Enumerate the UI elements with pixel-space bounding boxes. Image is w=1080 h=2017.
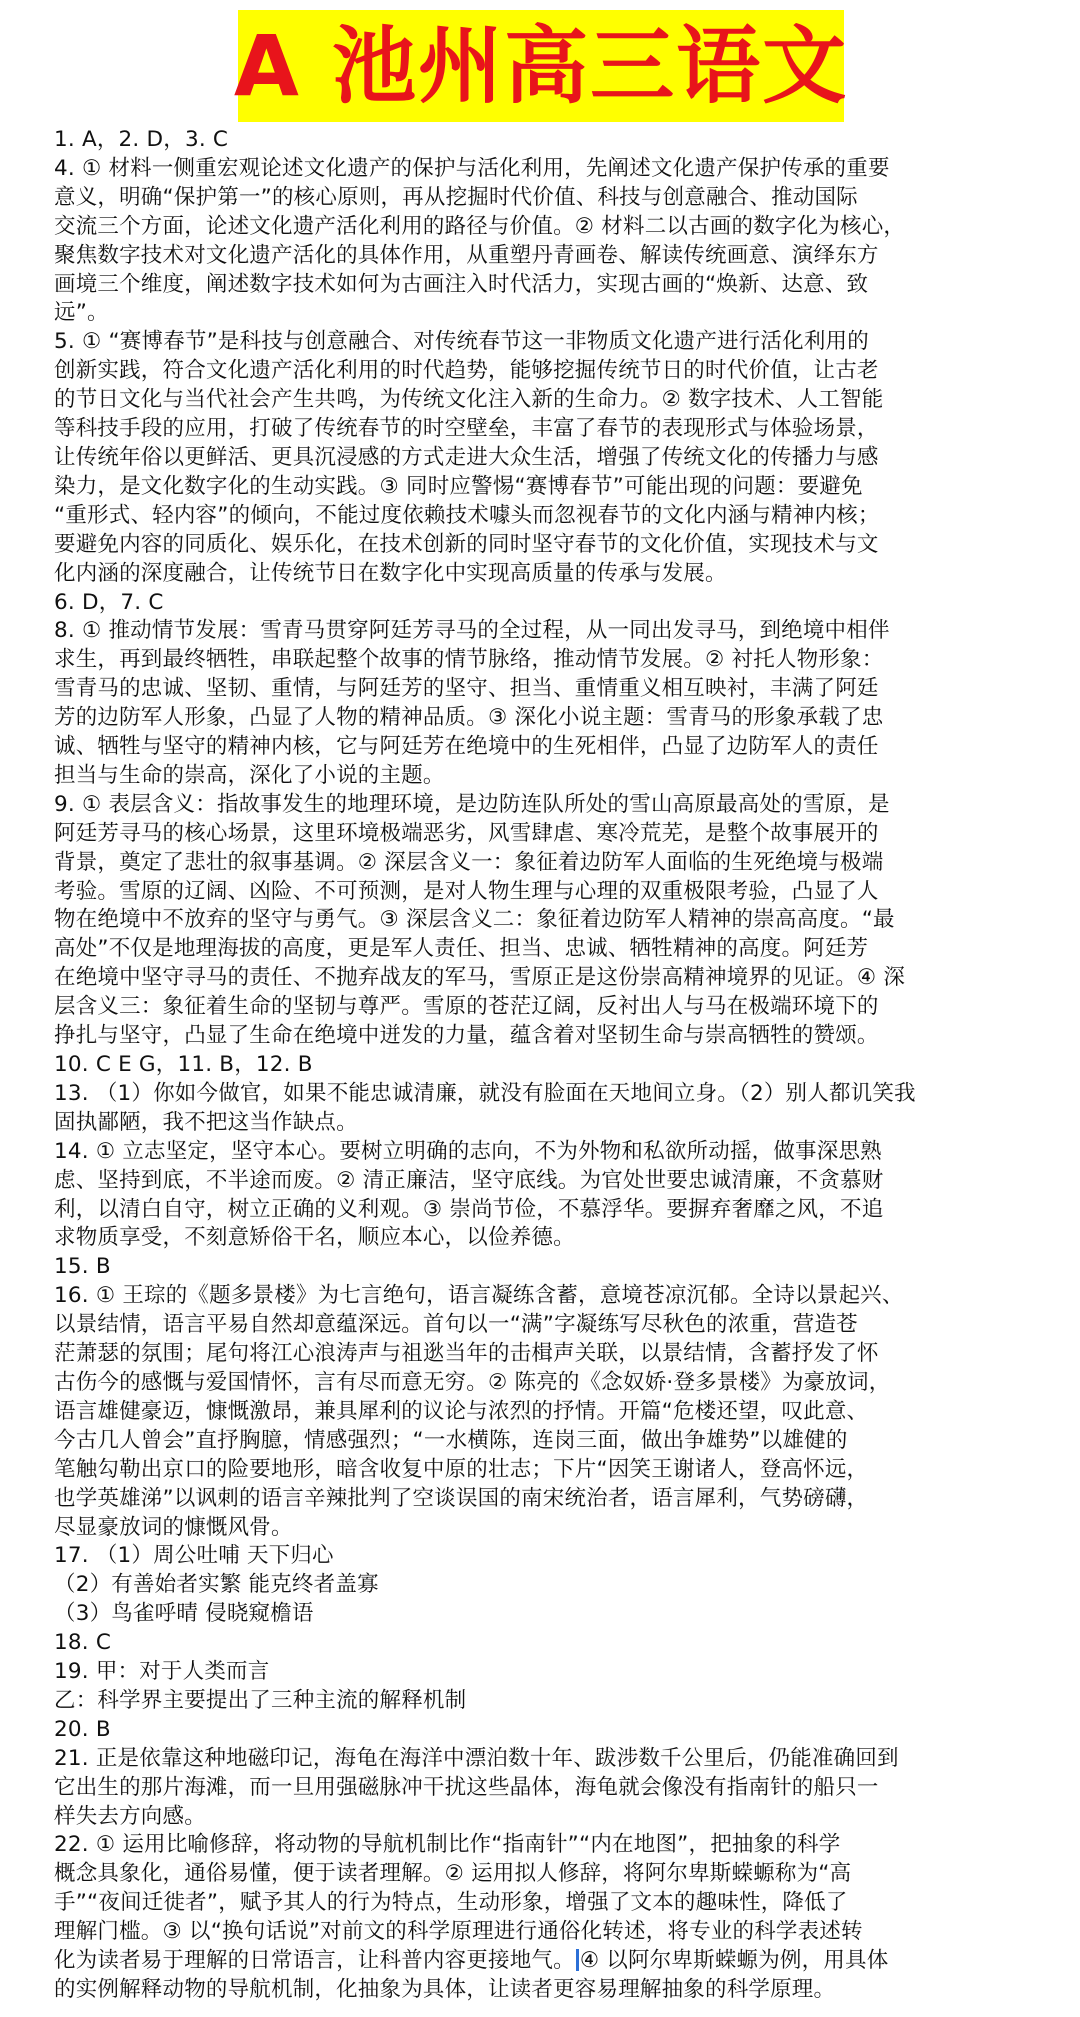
answer-line-16-7: 笔触勾勒出京口的险要地形，暗含收复中原的壮志；下片“因笑王谢诸人，登高怀远， — [54, 1456, 869, 1482]
text-cursor — [576, 1949, 579, 1971]
answer-line-9-4: 考验。雪原的辽阔、凶险、不可预测，是对人物生理与心理的双重极限考验，凸显了人 — [54, 878, 879, 904]
answer-line-21-3: 样失去方向感。 — [54, 1803, 206, 1829]
answer-line-9-8: 层含义三：象征着生命的坚韧与尊严。雪原的苍茫辽阔，反衬出人与马在极端环境下的 — [54, 994, 879, 1020]
answer-line-8-6: 担当与生命的崇高，深化了小说的主题。 — [54, 762, 445, 788]
answer-line-19-2: 乙：科学界主要提出了三种主流的解释机制 — [54, 1687, 467, 1713]
answer-line-16-1: 16. ① 王琮的《题多景楼》为七言绝句，语言凝练含蓄，意境苍凉沉郁。全诗以景起兴、 — [54, 1283, 904, 1309]
answer-line-8-4: 芳的边防军人形象，凸显了人物的精神品质。③ 深化小说主题：雪青马的形象承载了忠 — [54, 705, 884, 731]
answer-line-10-12: 10. C E G，11. B，12. B — [54, 1052, 313, 1077]
answer-line-14-1: 14. ① 立志坚定，坚守本心。要树立明确的志向，不为外物和私欲所动摇，做事深思熟 — [54, 1138, 882, 1164]
answer-line-9-9: 挣扎与坚守，凸显了生命在绝境中迸发的力量，蕴含着对坚韧生命与崇高牺牲的赞颂。 — [54, 1023, 879, 1049]
answer-line-16-4: 古伤今的感慨与爱国情怀，言有尽而意无穷。② 陈亮的《念奴娇·登多景楼》为豪放词， — [54, 1369, 891, 1395]
answer-line-14-4: 求物质享受，不刻意矫俗干名，顺应本心，以俭养德。 — [54, 1225, 575, 1251]
answer-line-5-2: 创新实践，符合文化遗产活化利用的时代趋势，能够挖掘传统节日的时代价值，让古老 — [54, 358, 879, 384]
answer-line-9-3: 背景，奠定了悲壮的叙事基调。② 深层含义一：象征着边防军人面临的生死绝境与极端 — [54, 849, 884, 875]
answer-line-1-3: 1. A，2. D，3. C — [54, 127, 229, 152]
answer-line-20: 20. B — [54, 1716, 111, 1742]
answer-line-8-2: 求生，再到最终牺牲，串联起整个故事的情节脉络，推动情节发展。② 衬托人物形象： — [54, 647, 884, 673]
answer-line-5-7: “重形式、轻内容”的倾向，不能过度依赖技术噱头而忽视春节的文化内涵与精神内核； — [54, 502, 880, 528]
answer-line-8-1: 8. ① 推动情节发展：雪青马贯穿阿廷芳寻马的全过程，从一同出发寻马，到绝境中相伴 — [54, 618, 890, 644]
answer-line-4-2: 意义，明确“保护第一”的核心原则，再从挖掘时代价值、科技与创意融合、推动国际 — [54, 184, 858, 210]
answer-line-4-3: 交流三个方面，论述文化遗产活化利用的路径与价值。② 材料二以古画的数字化为核心， — [54, 213, 906, 239]
answer-line-16-9: 尽显豪放词的慷慨风骨。 — [54, 1514, 293, 1540]
answer-line-4-4: 聚焦数字技术对文化遗产活化的具体作用，从重塑丹青画卷、解读传统画意、演绎东方 — [54, 242, 879, 268]
title-banner — [233, 10, 849, 122]
answer-line-22-6: 的实例解释动物的导航机制，化抽象为具体，让读者更容易理解抽象的科学原理。 — [54, 1977, 836, 2002]
answer-content — [54, 126, 1032, 2011]
answer-line-9-6: 高处”不仅是地理海拔的高度，更是军人责任、担当、忠诚、牺牲精神的高度。阿廷芳 — [54, 936, 869, 962]
answer-line-22-5-cont: ④ 以阿尔卑斯蝾螈为例，用具体 — [579, 1948, 889, 1974]
answer-line-4-5: 画境三个维度，阐述数字技术如何为古画注入时代活力，实现古画的“焕新、达意、致 — [54, 271, 869, 297]
answer-line-5-8: 要避免内容的同质化、娱乐化，在技术创新的同时坚守春节的文化价值，实现技术与文 — [54, 531, 879, 557]
answer-line-22-1: 22. ① 运用比喻修辞，将动物的导航机制比作“指南针”“内在地图”，把抽象的科学 — [54, 1832, 841, 1858]
answer-line-19-1: 19. 甲：对于人类而言 — [54, 1659, 270, 1685]
answer-line-22-5 — [54, 1947, 1032, 1976]
answer-line-13-2: 固执鄙陋，我不把这当作缺点。 — [54, 1109, 358, 1135]
answer-line-22-4: 理解门槛。③ 以“换句话说”对前文的科学原理进行通俗化转述，将专业的科学表述转 — [54, 1919, 863, 1945]
answer-line-16-5: 语言雄健豪迈，慷慨激昂，兼具犀利的议论与浓烈的抒情。开篇“危楼还望，叹此意、 — [54, 1398, 869, 1424]
answer-line-4-6: 远”。 — [54, 300, 109, 326]
answer-line-14-3: 利，以清白自守，树立正确的义利观。③ 崇尚节俭，不慕浮华。要摒弃奢靡之风，不追 — [54, 1196, 884, 1222]
answer-line-14-2: 虑、坚持到底，不半途而废。② 清正廉洁，坚守底线。为官处世要忠诚清廉，不贪慕财 — [54, 1167, 884, 1193]
answer-line-5-5: 让传统年俗以更鲜活、更具沉浸感的方式走进大众生活，增强了传统文化的传播力与感 — [54, 444, 879, 470]
answer-line-8-5: 诚、牺牲与坚守的精神内核，它与阿廷芳在绝境中的生死相伴，凸显了边防军人的责任 — [54, 734, 879, 760]
answer-line-22-5-text: 化为读者易于理解的日常语言，让科普内容更接地气。 — [54, 1948, 575, 1974]
answer-line-16-8: 也学英雄涕”以讽刺的语言辛辣批判了空谈误国的南宋统治者，语言犀利，气势磅礴， — [54, 1485, 869, 1511]
answer-line-17-2: （2）有善始者实繁 能克终者盖寡 — [54, 1572, 379, 1598]
answer-line-16-3: 茫萧瑟的氛围；尾句将江心浪涛声与祖逖当年的击楫声关联，以景结情，含蓄抒发了怀 — [54, 1341, 879, 1367]
answer-line-9-5: 物在绝境中不放弃的坚守与勇气。③ 深层含义二：象征着边防军人精神的崇高高度。“最 — [54, 907, 895, 933]
answer-line-16-6: 今古几人曾会”直抒胸臆，情感强烈；“一水横陈，连岗三面，做出争雄势”以雄健的 — [54, 1427, 848, 1453]
answer-line-5-4: 等科技手段的应用，打破了传统春节的时空壁垒，丰富了春节的表现形式与体验场景， — [54, 416, 879, 442]
answer-line-15: 15. B — [54, 1254, 111, 1280]
answer-line-5-6: 染力，是文化数字化的生动实践。③ 同时应警惕“赛博春节”可能出现的问题：要避免 — [54, 473, 863, 499]
answer-line-13-1: 13. （1）你如今做官，如果不能忠诚清廉，就没有脸面在天地间立身。（2）别人都讥笑我 — [54, 1080, 916, 1106]
answer-line-5-9: 化内涵的深度融合，让传统节日在数字化中实现高质量的传承与发展。 — [54, 560, 727, 586]
answer-line-17-3: （3）鸟雀呼晴 侵晓窥檐语 — [54, 1601, 314, 1627]
answer-line-5-3: 的节日文化与当代社会产生共鸣，为传统文化注入新的生命力。② 数字技术、人工智能 — [54, 387, 884, 413]
answer-line-9-1: 9. ① 表层含义：指故事发生的地理环境，是边防连队所处的雪山高原最高处的雪原，是 — [54, 791, 890, 817]
answer-line-22-3: 手”“夜间迁徙者”，赋予其人的行为特点，生动形象，增强了文本的趣味性，降低了 — [54, 1890, 848, 1916]
answer-line-8-3: 雪青马的忠诚、坚韧、重情，与阿廷芳的坚守、担当、重情重义相互映衬，丰满了阿廷 — [54, 676, 879, 702]
answer-line-18: 18. C — [54, 1630, 112, 1656]
answer-line-5-1: 5. ① “赛博春节”是科技与创意融合、对传统春节这一非物质文化遗产进行活化利用的 — [54, 329, 869, 355]
answer-line-16-2: 以景结情，语言平易自然却意蕴深远。首句以一“满”字凝练写尽秋色的浓重，营造苍 — [54, 1312, 858, 1338]
answer-line-21-2: 它出生的那片海滩，而一旦用强磁脉冲干扰这些晶体，海龟就会像没有指南针的船只一 — [54, 1774, 879, 1800]
page-title: A 池州高三语文 — [233, 17, 849, 115]
answer-line-9-2: 阿廷芳寻马的核心场景，这里环境极端恶劣，风雪肆虐、寒冷荒芜，是整个故事展开的 — [54, 820, 879, 846]
answer-line-4-1: 4. ① 材料一侧重宏观论述文化遗产的保护与活化利用，先阐述文化遗产保护传承的重要 — [54, 155, 890, 181]
answer-line-17-1: 17. （1）周公吐哺 天下归心 — [54, 1543, 334, 1569]
answer-line-6-7: 6. D，7. C — [54, 589, 164, 615]
answer-line-22-2: 概念具象化，通俗易懂，便于读者理解。② 运用拟人修辞，将阿尔卑斯蝾螈称为“高 — [54, 1861, 852, 1887]
answer-line-9-7: 在绝境中坚守寻马的责任、不抛弃战友的军马，雪原正是这份崇高精神境界的见证。④ 深 — [54, 965, 906, 991]
answer-line-21-1: 21. 正是依靠这种地磁印记，海龟在海洋中漂泊数十年、跋涉数千公里后，仍能准确回到 — [54, 1745, 899, 1771]
